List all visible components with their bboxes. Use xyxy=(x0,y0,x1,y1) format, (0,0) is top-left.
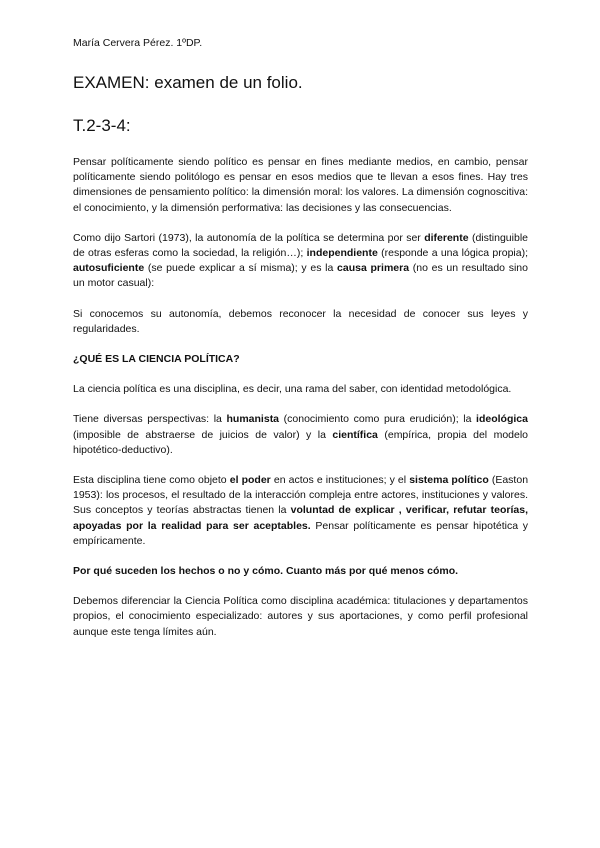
paragraph-why-how: Por qué suceden los hechos o no y cómo. Cuanto más por qué menos cómo. xyxy=(73,565,459,578)
bold-term-causa-primera: causa primera xyxy=(337,262,410,275)
exam-title: EXAMEN: examen de un folio. xyxy=(73,73,303,92)
text-segment: (imposible de abstraerse de juicios de valor) y la xyxy=(73,428,333,441)
bold-term-sistema-politico: sistema político xyxy=(409,474,489,487)
author-line: María Cervera Pérez. 1ºDP. xyxy=(73,37,203,49)
bold-term-cientifica: científica xyxy=(332,428,378,441)
bold-term-ideologica: ideológica xyxy=(476,413,528,426)
paragraph-definition: La ciencia política es una disciplina, es decir, una rama del saber, con identidad metodológica. xyxy=(73,383,512,396)
text-segment: Pensar políticamente es pensar hipotética y empíricamente. xyxy=(73,519,528,547)
text-segment: en actos e instituciones; y el xyxy=(270,474,410,487)
bold-term-humanista: humanista xyxy=(226,413,280,426)
text-segment: (responde a una lógica propia); xyxy=(377,247,529,260)
paragraph-object xyxy=(73,473,528,549)
bold-term-el-poder: el poder xyxy=(229,474,271,487)
text-segment: (empírica, propia del modelo hipotético-deductivo). xyxy=(73,428,529,456)
bold-term-diferente: diferente xyxy=(424,231,469,244)
paragraph-perspectives xyxy=(73,412,528,458)
topic-heading: T.2-3-4: xyxy=(73,116,131,135)
text-segment: (distinguible de otras esferas como la sociedad, la religión…); xyxy=(73,231,528,260)
text-segment: (Easton 1953): los procesos, el resultado de la interacción compleja entre actores, instituciones y valores. Sus conceptos y teorías abstractas tienen la xyxy=(73,474,529,517)
bold-term-autosuficiente: autosuficiente xyxy=(73,262,145,275)
bold-phrase-voluntad: voluntad de explicar , verificar, refutar teorías, apoyadas por la realidad para ser aceptables. xyxy=(73,504,528,532)
paragraph-differentiate: Debemos diferenciar la Ciencia Política como disciplina académica: titulaciones y departamentos propios, el conocimiento especializado: autores y sus aportaciones, y como perfil profesional aunque este tenga límites aún. xyxy=(73,595,528,638)
document-body xyxy=(73,155,528,655)
text-segment: (no es un resultado sino un motor casual): xyxy=(73,262,528,290)
text-segment: Como dijo Sartori (1973), la autonomía de la política se determina por ser xyxy=(73,231,425,244)
text-segment: (conocimiento como pura erudición); la xyxy=(279,413,477,426)
text-segment: (se puede explicar a sí misma); y es la xyxy=(144,262,338,275)
section-heading-ciencia-politica: ¿QUÉ ES LA CIENCIA POLÍTICA? xyxy=(73,353,240,366)
paragraph-thinking-politically: Pensar políticamente siendo político es pensar en fines mediante medios, en cambio, pensar políticamente siendo politólogo es pensar en esos medios que te llevan a esos fines. Hay tres dimensiones de pensamiento político: la dimensión moral: los valores. La dimensión cognoscitiva: el conocimiento, y la dimensión performativa: las decisiones y las consecuencias. xyxy=(73,156,528,214)
bold-term-independiente: independiente xyxy=(306,247,378,260)
paragraph-laws: Si conocemos su autonomía, debemos reconocer la necesidad de conocer sus leyes y regularidades. xyxy=(73,307,528,335)
text-segment: Esta disciplina tiene como objeto xyxy=(73,474,230,487)
text-segment: Tiene diversas perspectivas: la xyxy=(73,413,227,426)
paragraph-autonomy xyxy=(73,231,528,292)
